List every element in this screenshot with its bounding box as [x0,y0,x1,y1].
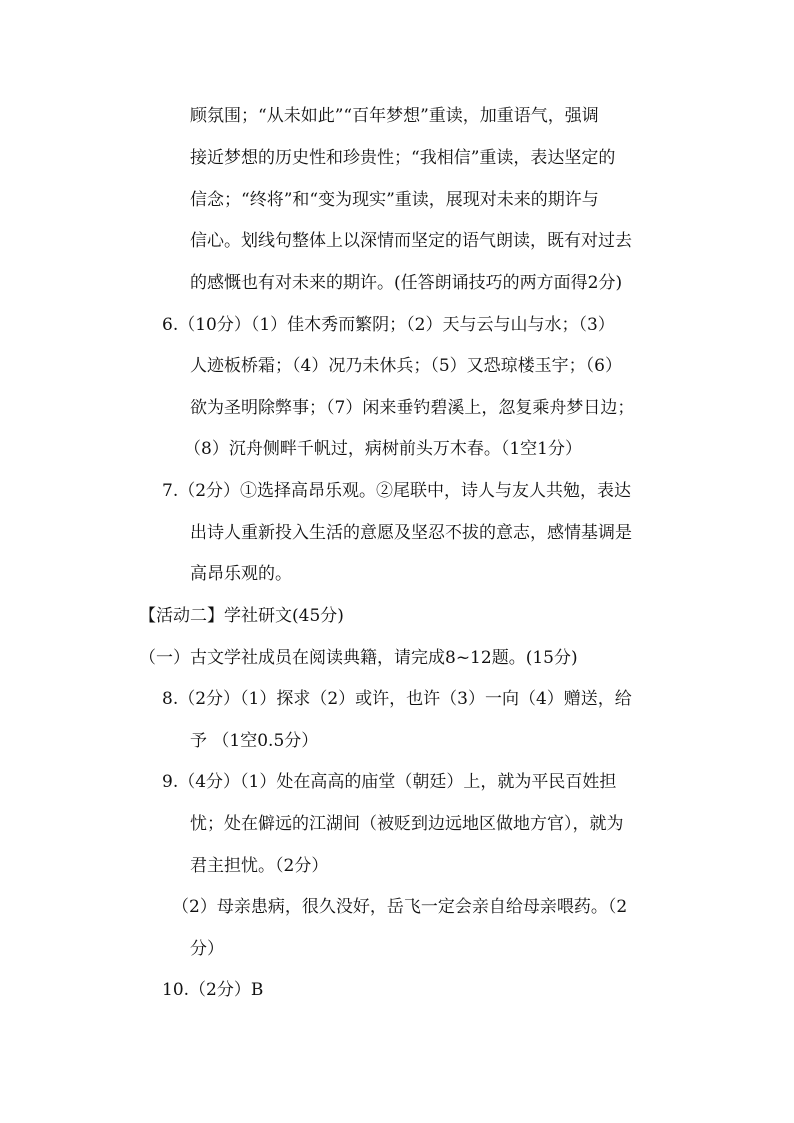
question-10-line-1: 10.（2分）B [162,980,264,1000]
answer-line-2: 接近梦想的历史性和珍贵性；“我相信”重读，表达坚定的 [190,148,616,168]
question-8-line-1: 8.（2分）（1）探求（2）或许，也许（3）一向（4）赠送，给 [162,689,632,709]
question-7-line-3: 高昂乐观的。 [190,564,292,584]
answer-line-4: 信心。划线句整体上以深情而坚定的语气朗读，既有对过去 [190,231,632,251]
section-heading: 【活动二】学社研文(45分) [139,606,344,626]
question-9-line-1: 9.（4分）（1）处在高高的庙堂（朝廷）上，就为平民百姓担 [162,772,617,792]
question-8-line-2: 予 （1空0.5分） [190,731,319,751]
subsection-heading: （一）古文学社成员在阅读典籍，请完成8~12题。(15分) [139,648,578,668]
question-6-line-4: （8）沉舟侧畔千帆过，病树前头万木春。（1空1分） [184,439,582,459]
question-9-line-3: 君主担忧。（2分） [190,856,329,876]
question-6-line-3: 欲为圣明除弊事；（7）闲来垂钓碧溪上，忽复乘舟梦日边； [190,398,635,418]
answer-line-1: 顾氛围；“从未如此”“百年梦想”重读，加重语气，强调 [190,106,599,126]
answer-line-3: 信念；“终将”和“变为现实”重读，展现对未来的期许与 [190,190,599,210]
question-9-line-2: 忧；处在僻远的江湖间（被贬到边远地区做地方官），就为 [190,814,624,834]
question-6-line-1: 6.（10分）（1）佳木秀而繁阴；（2）天与云与山与水；（3） [162,315,615,335]
question-9-line-4: （2）母亲患病，很久没好，岳飞一定会亲自给母亲喂药。（2 [172,897,628,917]
answer-line-5: 的感慨也有对未来的期许。(任答朗诵技巧的两方面得2分) [190,273,623,293]
question-7-line-2: 出诗人重新投入生活的意愿及坚忍不拔的意志，感情基调是 [190,523,632,543]
question-9-line-5: 分） [190,939,224,959]
question-7-line-1: 7.（2分）①选择高昂乐观。②尾联中，诗人与友人共勉，表达 [162,481,632,501]
question-6-line-2: 人迹板桥霜；（4）况乃未休兵；（5）又恐琼楼玉宇；（6） [190,356,622,376]
